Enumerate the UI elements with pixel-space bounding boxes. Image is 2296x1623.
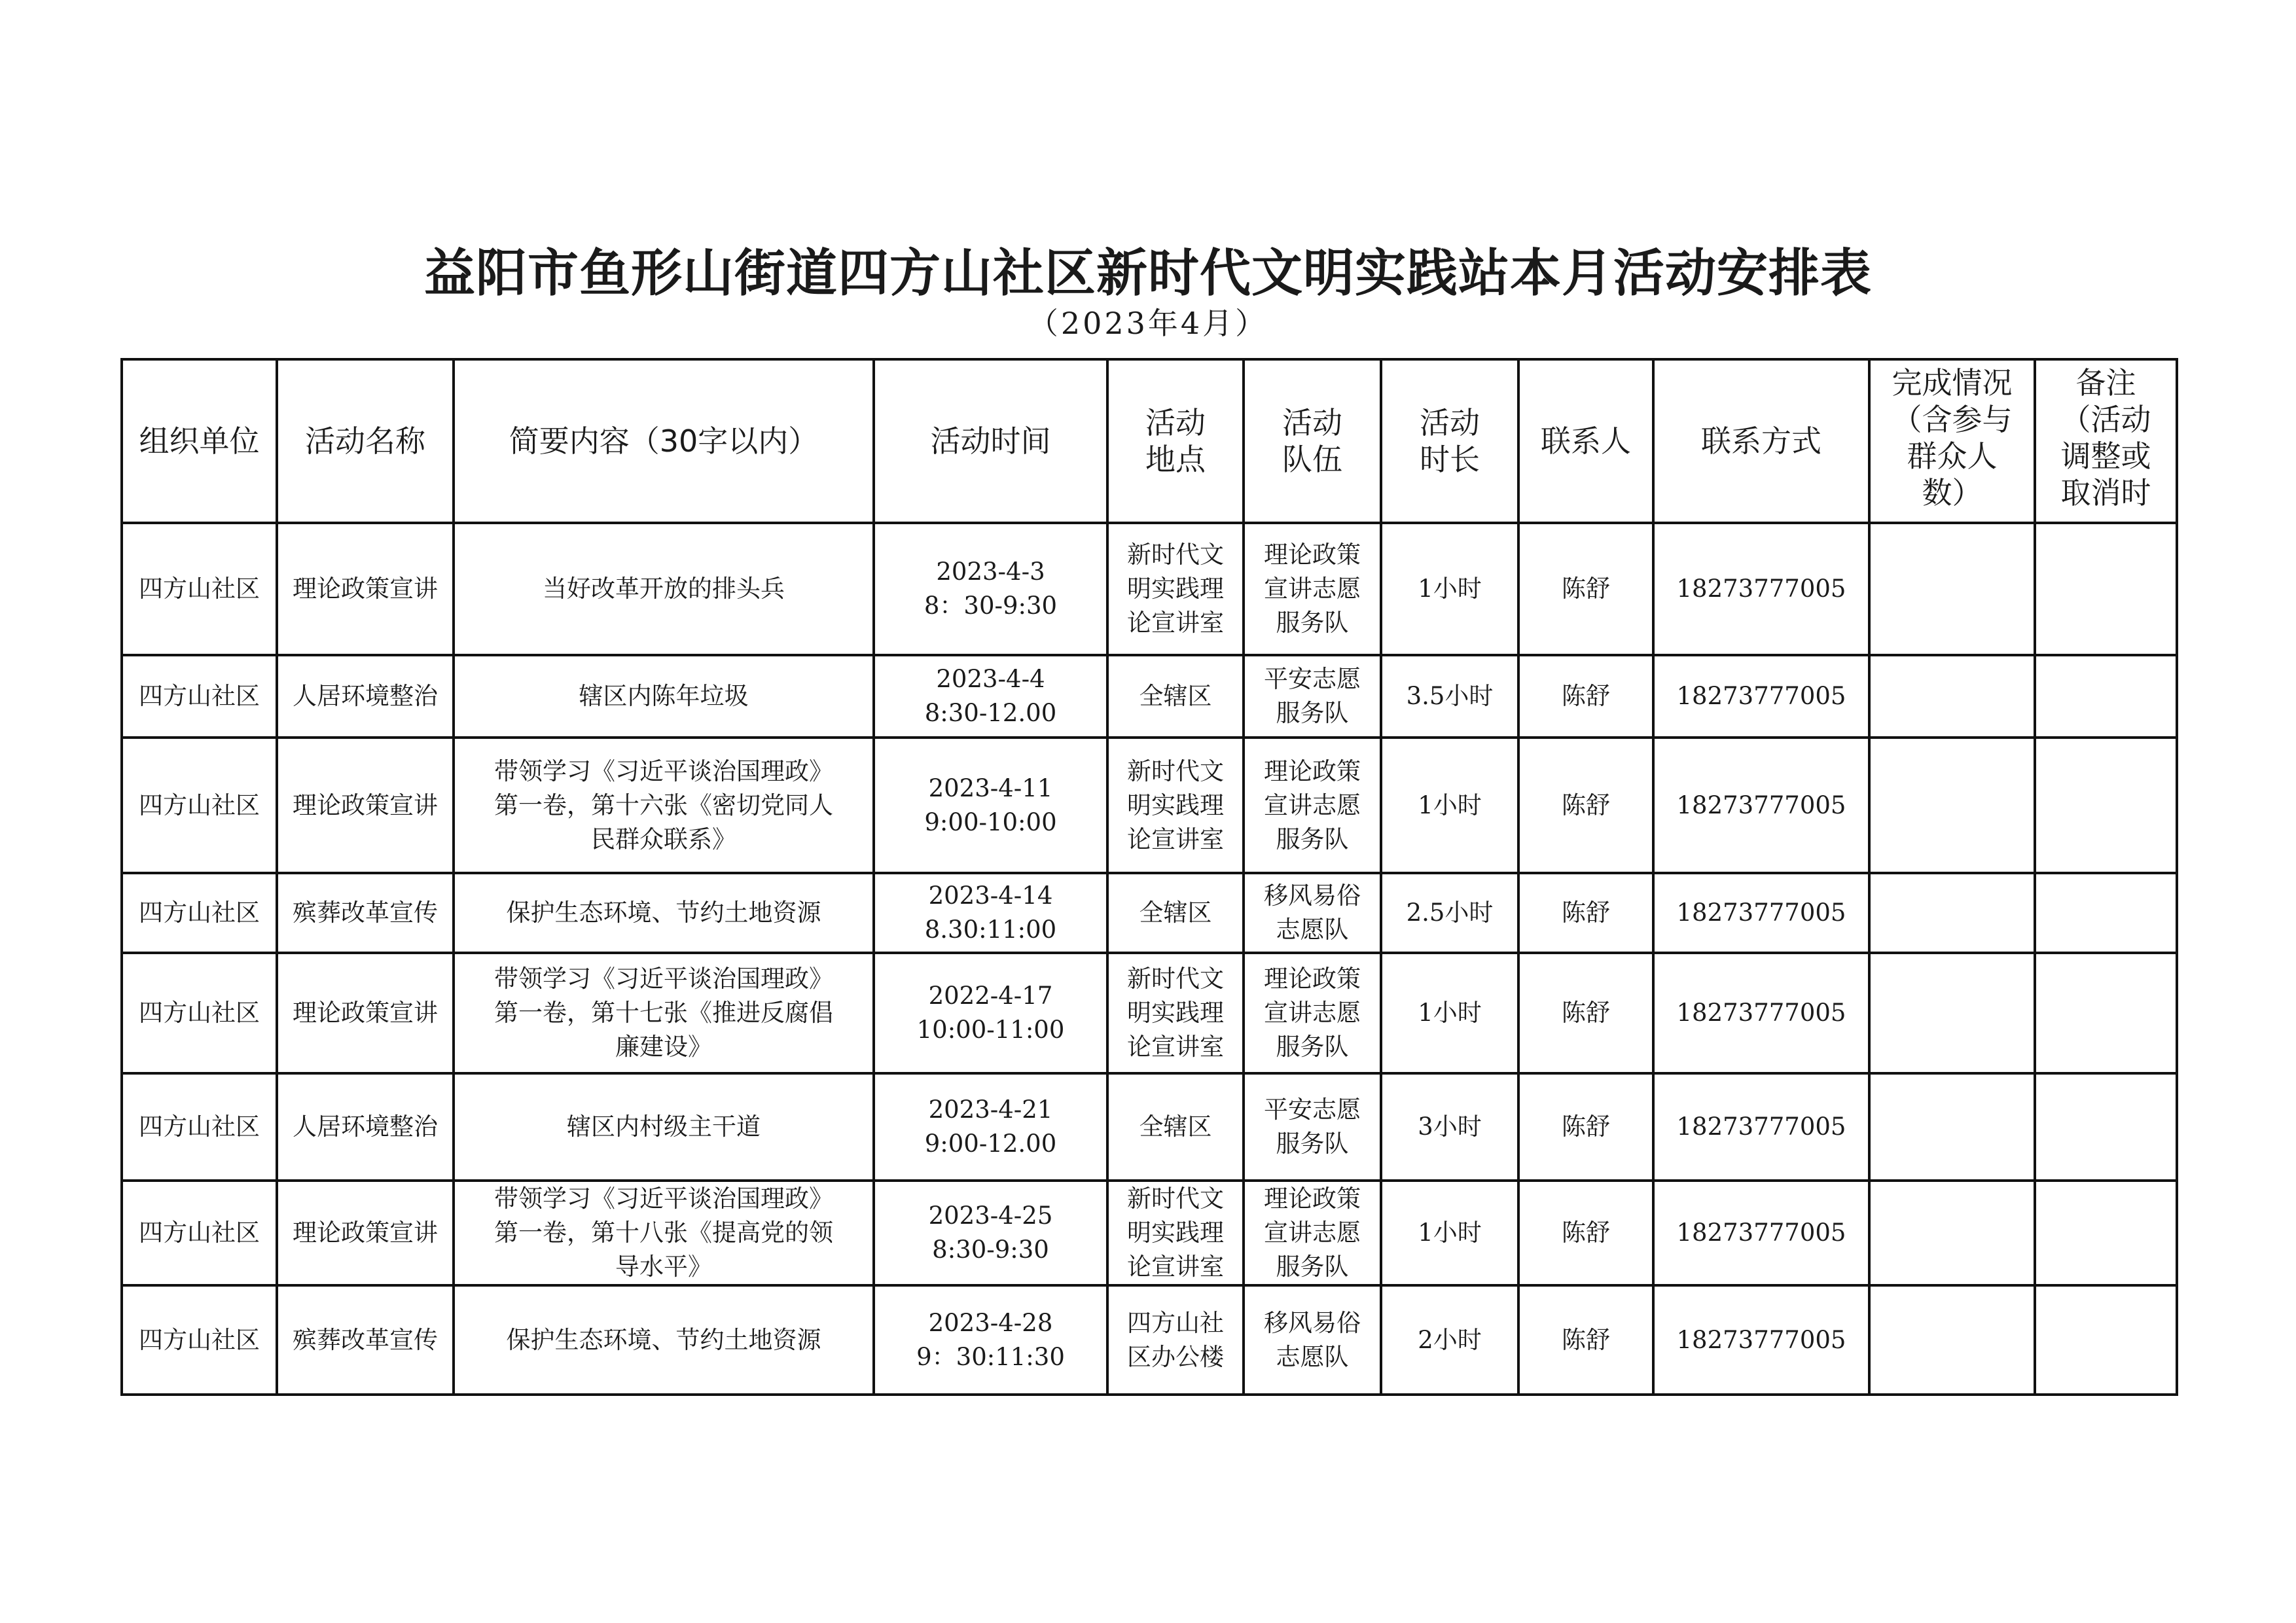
cell-activity-name: 殡葬改革宣传 (277, 1285, 454, 1395)
cell-contact: 陈舒 (1518, 655, 1653, 738)
cell-team: 平安志愿 服务队 (1244, 655, 1381, 738)
cell-duration: 2小时 (1381, 1285, 1518, 1395)
cell-phone: 18273777005 (1653, 873, 1869, 953)
cell-time: 2022-4-17 10:00-11:00 (874, 953, 1107, 1073)
cell-contact: 陈舒 (1518, 1181, 1653, 1285)
cell-org: 四方山社区 (122, 1181, 277, 1285)
cell-content: 辖区内陈年垃圾 (454, 655, 874, 738)
cell-note (2035, 1285, 2177, 1395)
page-title: 益阳市鱼形山街道四方山社区新时代文明实践站本月活动安排表 (423, 244, 1872, 303)
cell-phone: 18273777005 (1653, 523, 1869, 655)
cell-duration: 1小时 (1381, 953, 1518, 1073)
cell-activity-name: 人居环境整治 (277, 1073, 454, 1181)
cell-team: 理论政策 宣讲志愿 服务队 (1244, 738, 1381, 873)
cell-place: 新时代文 明实践理 论宣讲室 (1107, 523, 1244, 655)
cell-content: 辖区内村级主干道 (454, 1073, 874, 1181)
cell-phone: 18273777005 (1653, 1073, 1869, 1181)
cell-completion (1869, 1285, 2035, 1395)
cell-team: 理论政策 宣讲志愿 服务队 (1244, 1181, 1381, 1285)
cell-place: 新时代文 明实践理 论宣讲室 (1107, 953, 1244, 1073)
page-subtitle: （2023年4月） (1028, 306, 1268, 341)
cell-completion (1869, 1181, 2035, 1285)
cell-time: 2023-4-4 8:30-12.00 (874, 655, 1107, 738)
cell-place: 四方山社 区办公楼 (1107, 1285, 1244, 1395)
cell-note (2035, 1073, 2177, 1181)
cell-note (2035, 523, 2177, 655)
table-row (122, 1285, 2177, 1395)
header-completion: 完成情况 （含参与 群众人 数） (1869, 359, 2035, 523)
cell-activity-name: 人居环境整治 (277, 655, 454, 738)
cell-org: 四方山社区 (122, 738, 277, 873)
cell-contact: 陈舒 (1518, 523, 1653, 655)
cell-place: 全辖区 (1107, 655, 1244, 738)
cell-place: 全辖区 (1107, 1073, 1244, 1181)
table-row (122, 738, 2177, 873)
cell-activity-name: 理论政策宣讲 (277, 523, 454, 655)
cell-activity-name: 理论政策宣讲 (277, 1181, 454, 1285)
cell-note (2035, 953, 2177, 1073)
cell-note (2035, 1181, 2177, 1285)
cell-time: 2023-4-14 8.30:11:00 (874, 873, 1107, 953)
cell-content: 带领学习《习近平谈治国理政》 第一卷，第十七张《推进反腐倡 廉建设》 (454, 953, 874, 1073)
schedule-body (122, 523, 2177, 1395)
cell-completion (1869, 655, 2035, 738)
header-activity-name: 活动名称 (277, 359, 454, 523)
cell-contact: 陈舒 (1518, 1073, 1653, 1181)
cell-content: 带领学习《习近平谈治国理政》 第一卷，第十六张《密切党同人 民群众联系》 (454, 738, 874, 873)
cell-completion (1869, 953, 2035, 1073)
cell-content: 带领学习《习近平谈治国理政》 第一卷，第十八张《提高党的领 导水平》 (454, 1181, 874, 1285)
cell-duration: 1小时 (1381, 1181, 1518, 1285)
cell-duration: 1小时 (1381, 523, 1518, 655)
cell-completion (1869, 523, 2035, 655)
cell-org: 四方山社区 (122, 655, 277, 738)
header-phone: 联系方式 (1653, 359, 1869, 523)
cell-content: 当好改革开放的排头兵 (454, 523, 874, 655)
cell-place: 全辖区 (1107, 873, 1244, 953)
cell-phone: 18273777005 (1653, 953, 1869, 1073)
table-row (122, 523, 2177, 655)
cell-contact: 陈舒 (1518, 738, 1653, 873)
cell-content: 保护生态环境、节约土地资源 (454, 1285, 874, 1395)
cell-note (2035, 873, 2177, 953)
cell-org: 四方山社区 (122, 953, 277, 1073)
cell-phone: 18273777005 (1653, 1285, 1869, 1395)
cell-completion (1869, 1073, 2035, 1181)
cell-time: 2023-4-11 9:00-10:00 (874, 738, 1107, 873)
table-row (122, 1073, 2177, 1181)
cell-team: 理论政策 宣讲志愿 服务队 (1244, 523, 1381, 655)
cell-completion (1869, 738, 2035, 873)
cell-team: 移风易俗 志愿队 (1244, 1285, 1381, 1395)
header-duration: 活动 时长 (1381, 359, 1518, 523)
header-org: 组织单位 (122, 359, 277, 523)
header-contact: 联系人 (1518, 359, 1653, 523)
cell-phone: 18273777005 (1653, 738, 1869, 873)
cell-duration: 1小时 (1381, 738, 1518, 873)
cell-activity-name: 殡葬改革宣传 (277, 873, 454, 953)
cell-note (2035, 655, 2177, 738)
table-row (122, 1181, 2177, 1285)
cell-duration: 3.5小时 (1381, 655, 1518, 738)
header-team: 活动 队伍 (1244, 359, 1381, 523)
cell-time: 2023-4-28 9：30:11:30 (874, 1285, 1107, 1395)
cell-phone: 18273777005 (1653, 655, 1869, 738)
header-place: 活动 地点 (1107, 359, 1244, 523)
table-row (122, 655, 2177, 738)
cell-activity-name: 理论政策宣讲 (277, 953, 454, 1073)
cell-org: 四方山社区 (122, 1285, 277, 1395)
cell-duration: 3小时 (1381, 1073, 1518, 1181)
table-row (122, 873, 2177, 953)
cell-time: 2023-4-3 8：30-9:30 (874, 523, 1107, 655)
cell-phone: 18273777005 (1653, 1181, 1869, 1285)
cell-time: 2023-4-25 8:30-9:30 (874, 1181, 1107, 1285)
cell-note (2035, 738, 2177, 873)
cell-place: 新时代文 明实践理 论宣讲室 (1107, 738, 1244, 873)
cell-org: 四方山社区 (122, 873, 277, 953)
cell-contact: 陈舒 (1518, 873, 1653, 953)
cell-completion (1869, 873, 2035, 953)
cell-team: 移风易俗 志愿队 (1244, 873, 1381, 953)
cell-contact: 陈舒 (1518, 953, 1653, 1073)
header-note: 备注 （活动 调整或 取消时 (2035, 359, 2177, 523)
header-row (122, 359, 2177, 523)
cell-team: 平安志愿 服务队 (1244, 1073, 1381, 1181)
cell-org: 四方山社区 (122, 523, 277, 655)
table-row (122, 953, 2177, 1073)
cell-activity-name: 理论政策宣讲 (277, 738, 454, 873)
cell-org: 四方山社区 (122, 1073, 277, 1181)
cell-place: 新时代文 明实践理 论宣讲室 (1107, 1181, 1244, 1285)
cell-duration: 2.5小时 (1381, 873, 1518, 953)
header-content: 简要内容（30字以内） (454, 359, 874, 523)
cell-contact: 陈舒 (1518, 1285, 1653, 1395)
cell-content: 保护生态环境、节约土地资源 (454, 873, 874, 953)
activity-schedule-table (120, 358, 2178, 1396)
header-time: 活动时间 (874, 359, 1107, 523)
cell-time: 2023-4-21 9:00-12.00 (874, 1073, 1107, 1181)
cell-team: 理论政策 宣讲志愿 服务队 (1244, 953, 1381, 1073)
